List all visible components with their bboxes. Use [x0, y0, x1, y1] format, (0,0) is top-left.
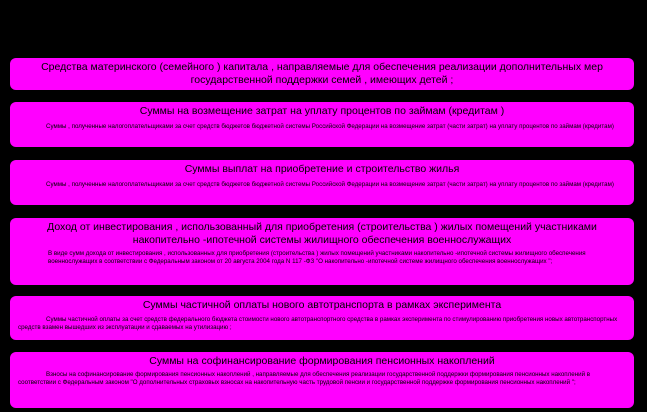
block-pension-cofinancing: [10, 352, 634, 408]
block-housing-payments: [10, 160, 634, 205]
block-title: Средства материнского (семейного ) капитала , направляемые для обеспечения реализации дополнительных мер государственной поддержки семей , имеющих детей ;: [41, 61, 603, 86]
block-note: Суммы , полученные налогоплательщиками за счет средств бюджетов бюджетной системы Российской Федерации на возмещение затрат (части затрат) на уплату процентов по займам (кредитам): [46, 180, 614, 188]
block-vehicle-payment: [10, 296, 634, 340]
block-maternal-capital: [10, 58, 634, 90]
block-investment-income: [10, 218, 634, 285]
block-note: Суммы частичной оплаты за счет средств федерального бюджета стоимости нового автотранспортного средства в рамках эксперимента по стимулированию приобретения новых автотранспортных средств взамен вышедших из эксплуатации и сдаваемых на утилизацию ;: [18, 315, 618, 331]
block-note: Взносы на софинансирование формирования пенсионных накоплений , направляемые для обеспечения реализации государственной поддержки формирования пенсионных накоплений в соответствии с Федеральным законом "О дополнительных страховых взносах на накопительную часть трудовой пенсии и государственной поддержке формирования пенсионных накоплений ";: [18, 370, 591, 386]
block-note: В виде сумм дохода от инвестирования , использованных для приобретения (строительства ) жилых помещений участниками накопительно -ипотечной системы жилищного обеспечения военнослужащих в соответствии с Федеральным законом от 20 августа 2004 года N 117 -ФЗ "О накопительно -ипотечной системе жилищного обеспечения военнослужащих ";: [48, 250, 586, 265]
block-title: Доход от инвестирования , использованный для приобретения (строительства ) жилых помещений участниками накопительно -ипотечной системы жилищного обеспечения военнослужащих: [47, 221, 597, 246]
block-title: Суммы на возмещение затрат на уплату процентов по займам (кредитам ): [139, 105, 505, 117]
block-interest-reimbursement: [10, 102, 634, 147]
block-note: Суммы , полученные налогоплательщиками за счет средств бюджетов бюджетной системы Российской Федерации на возмещение затрат (части затрат) на уплату процентов по займам (кредитам): [46, 122, 614, 130]
block-title: Суммы частичной оплаты нового автотранспорта в рамках эксперимента: [142, 299, 502, 311]
block-title: Суммы выплат на приобретение и строительство жилья: [184, 163, 460, 175]
block-title: Суммы на софинансирование формирования пенсионных накоплений: [149, 355, 495, 367]
